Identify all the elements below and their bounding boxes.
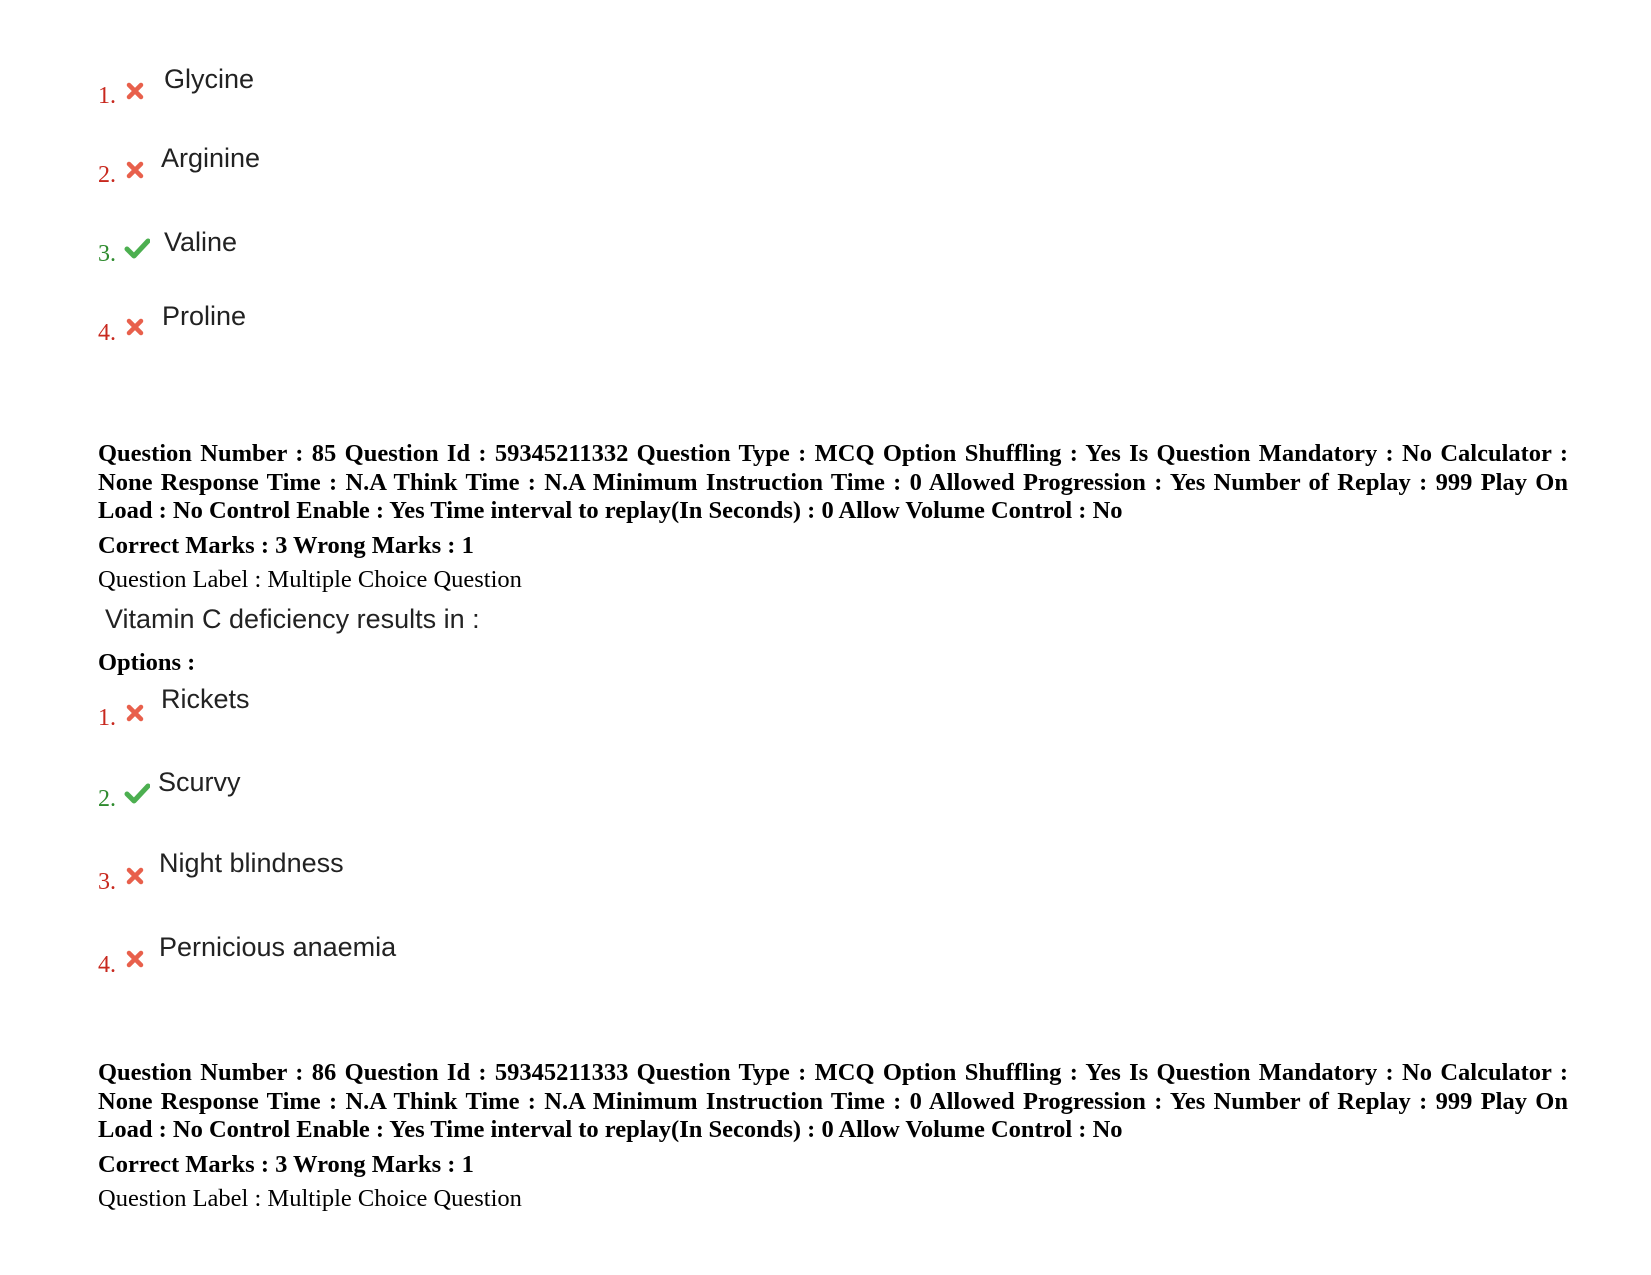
question-85-marks: Correct Marks : 3 Wrong Marks : 1 xyxy=(98,532,474,559)
option-number: 1. xyxy=(98,705,116,731)
option-item xyxy=(98,303,798,363)
option-text: Glycine xyxy=(164,64,255,94)
check-icon xyxy=(124,782,150,804)
option-text: Valine xyxy=(164,227,238,257)
question-86-meta: Question Number : 86 Question Id : 59345211333 Question Type : MCQ Option Shuffling : Yes Is Question Mandatory : No Calculator : None Response Time : N.A Think Time : N.A Minimum Instruction Time : 0 Allowed Progression : Yes Number of Replay : 999 Play On Load : No Control Enable : Yes Time interval to replay(In Seconds) : 0 Allow Volume Control : No xyxy=(98,1059,1568,1143)
option-number: 2. xyxy=(98,162,116,188)
cross-icon xyxy=(124,159,146,181)
option-item xyxy=(98,934,798,994)
option-item xyxy=(98,850,798,910)
question-86-marks: Correct Marks : 3 Wrong Marks : 1 xyxy=(98,1151,474,1178)
cross-icon xyxy=(124,316,146,338)
option-item xyxy=(98,686,798,746)
option-number: 2. xyxy=(98,786,116,812)
cross-icon xyxy=(124,865,146,887)
question-86-label: Question Label : Multiple Choice Question xyxy=(98,1185,522,1212)
option-number: 4. xyxy=(98,320,116,346)
option-text: Night blindness xyxy=(159,848,344,878)
question-85-meta: Question Number : 85 Question Id : 59345211332 Question Type : MCQ Option Shuffling : Yes Is Question Mandatory : No Calculator : None Response Time : N.A Think Time : N.A Minimum Instruction Time : 0 Allowed Progression : Yes Number of Replay : 999 Play On Load : No Control Enable : Yes Time interval to replay(In Seconds) : 0 Allow Volume Control : No xyxy=(98,440,1568,524)
cross-icon xyxy=(124,80,146,102)
option-item xyxy=(98,66,798,126)
option-text: Proline xyxy=(162,301,247,331)
check-icon xyxy=(124,237,150,259)
option-number: 1. xyxy=(98,83,116,109)
option-number: 3. xyxy=(98,869,116,895)
option-number: 4. xyxy=(98,952,116,978)
option-item xyxy=(98,769,798,829)
cross-icon xyxy=(124,702,146,724)
option-text: Scurvy xyxy=(158,767,241,797)
question-85-text: Vitamin C deficiency results in : xyxy=(105,604,480,634)
cross-icon xyxy=(124,948,146,970)
option-text: Rickets xyxy=(161,684,250,714)
option-text: Arginine xyxy=(161,143,261,173)
options-heading: Options : xyxy=(98,649,196,676)
option-item xyxy=(98,145,798,205)
option-number: 3. xyxy=(98,241,116,267)
question-85-label: Question Label : Multiple Choice Question xyxy=(98,566,522,593)
option-text: Pernicious anaemia xyxy=(159,932,397,962)
option-item xyxy=(98,229,798,289)
